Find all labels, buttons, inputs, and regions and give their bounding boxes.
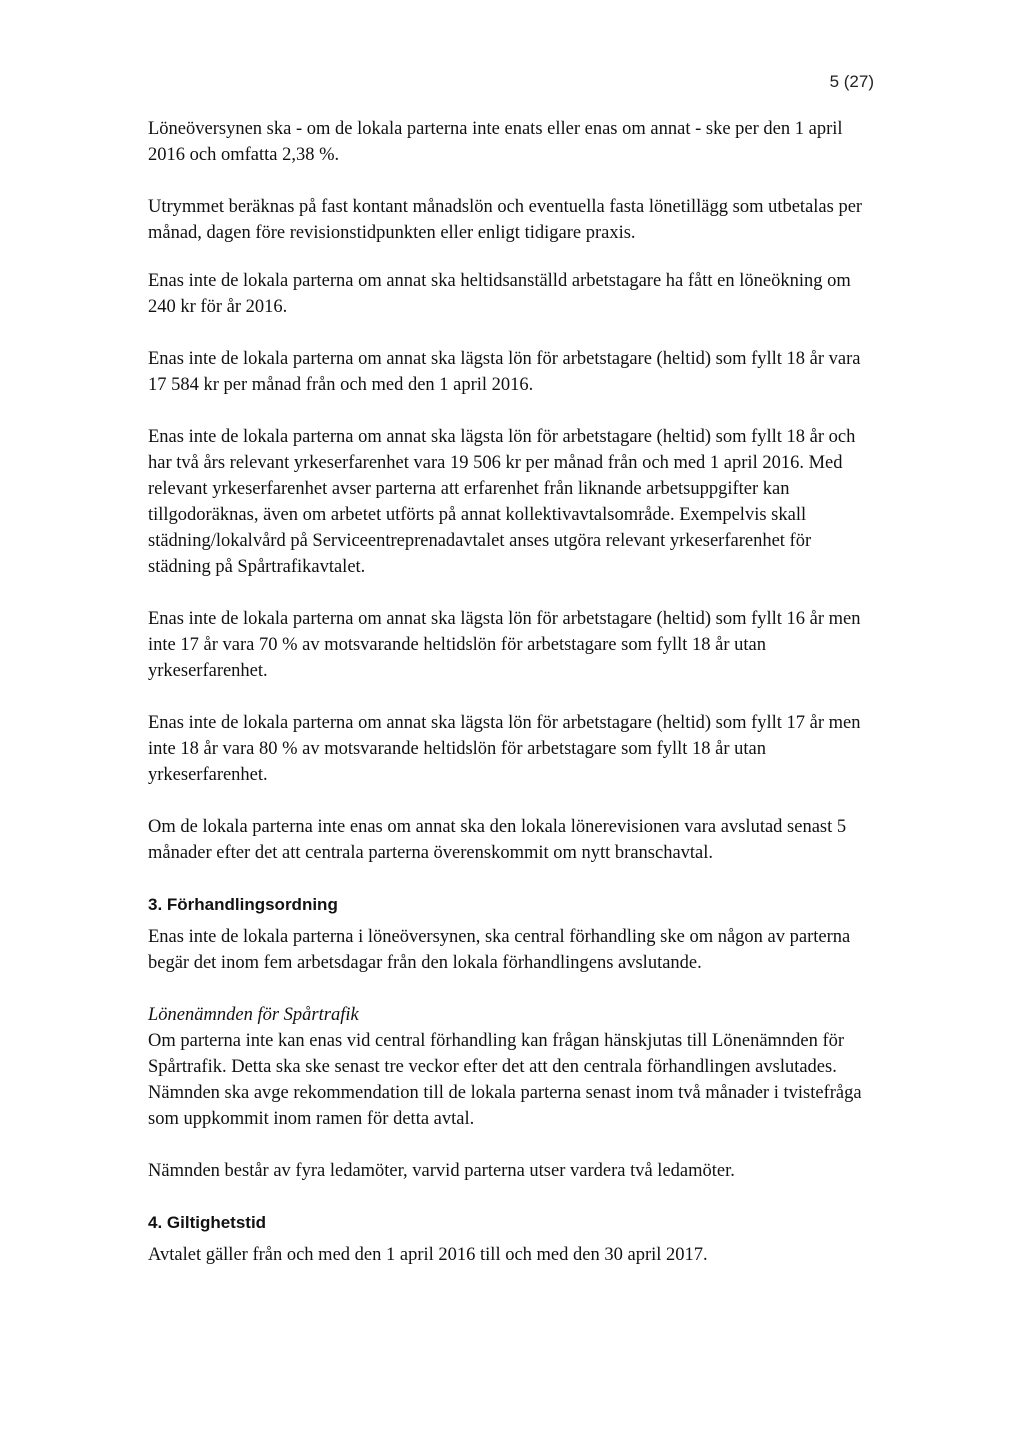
section-heading-negotiation: 3. Förhandlingsordning — [148, 895, 338, 914]
paragraph-local-revision-deadline: Om de lokala parterna inte enas om annat ska den lokala lönerevisionen vara avslutad senast 5 månader efter det att centrala parterna överenskommit om nytt branschavtal. — [148, 817, 847, 863]
page-number: 5 (27) — [829, 72, 874, 91]
paragraph-calculation-basis: Utrymmet beräknas på fast kontant månadslön och eventuella fasta lönetillägg som utbetalas per månad, dagen före revisionstidpunkten eller enligt tidigare praxis. — [148, 197, 863, 243]
document-body — [148, 116, 878, 1268]
paragraph-min-wage-17: Enas inte de lokala parterna om annat ska lägsta lön för arbetstagare (heltid) som fyllt 17 år men inte 18 år vara 80 % av motsvarande heltidslön för arbetstagare som fyllt 18 år utan yrkeserfarenhet. — [148, 713, 861, 785]
subheading-wage-board: Lönenämnden för Spårtrafik — [148, 1005, 359, 1025]
paragraph-board-members: Nämnden består av fyra ledamöter, varvid parterna utser vardera två ledamöter. — [148, 1161, 735, 1181]
paragraph-wage-board: Om parterna inte kan enas vid central förhandling kan frågan hänskjutas till Lönenämnden för Spårtrafik. Detta ska ske senast tre veckor efter det att den centrala förhandlingen avslutades. Nämnden ska avge rekommendation till de lokala parterna senast inom två månader i tvistefråga som uppkommit inom ramen för detta avtal. — [148, 1031, 862, 1129]
paragraph-min-wage-18: Enas inte de lokala parterna om annat ska lägsta lön för arbetstagare (heltid) som fyllt 18 år vara 17 584 kr per månad från och med den 1 april 2016. — [148, 349, 861, 395]
paragraph-salary-review: Löneöversynen ska - om de lokala parterna inte enats eller enas om annat - ske per den 1 april 2016 och omfatta 2,38 %. — [148, 119, 843, 165]
paragraph-central-negotiation: Enas inte de lokala parterna i löneöversynen, ska central förhandling ske om någon av parterna begär det inom fem arbetsdagar från den lokala förhandlingens avslutande. — [148, 927, 851, 973]
paragraph-min-wage-16: Enas inte de lokala parterna om annat ska lägsta lön för arbetstagare (heltid) som fyllt 16 år men inte 17 år vara 70 % av motsvarande heltidslön för arbetstagare som fyllt 18 år utan yrkeserfarenhet. — [148, 609, 861, 681]
paragraph-min-wage-experience: Enas inte de lokala parterna om annat ska lägsta lön för arbetstagare (heltid) som fyllt 18 år och har två års relevant yrkeserfarenhet vara 19 506 kr per månad från och med 1 april 2016. Med relevant yrkeserfarenhet avser parterna att erfarenhet från liknande arbetsuppgifter kan tillgodoräknas, även om arbetet utförts på annat kollektivavtalsområde. Exempelvis skall städning/lokalvård på Serviceentreprenadavtalet anses utgöra relevant yrkeserfarenhet för städning på Spårtrafikavtalet. — [148, 427, 856, 577]
paragraph-validity-period: Avtalet gäller från och med den 1 april 2016 till och med den 30 april 2017. — [148, 1245, 708, 1265]
paragraph-fulltime-increase: Enas inte de lokala parterna om annat ska heltidsanställd arbetstagare ha fått en löneökning om 240 kr för år 2016. — [148, 271, 851, 317]
section-heading-validity: 4. Giltighetstid — [148, 1213, 267, 1232]
